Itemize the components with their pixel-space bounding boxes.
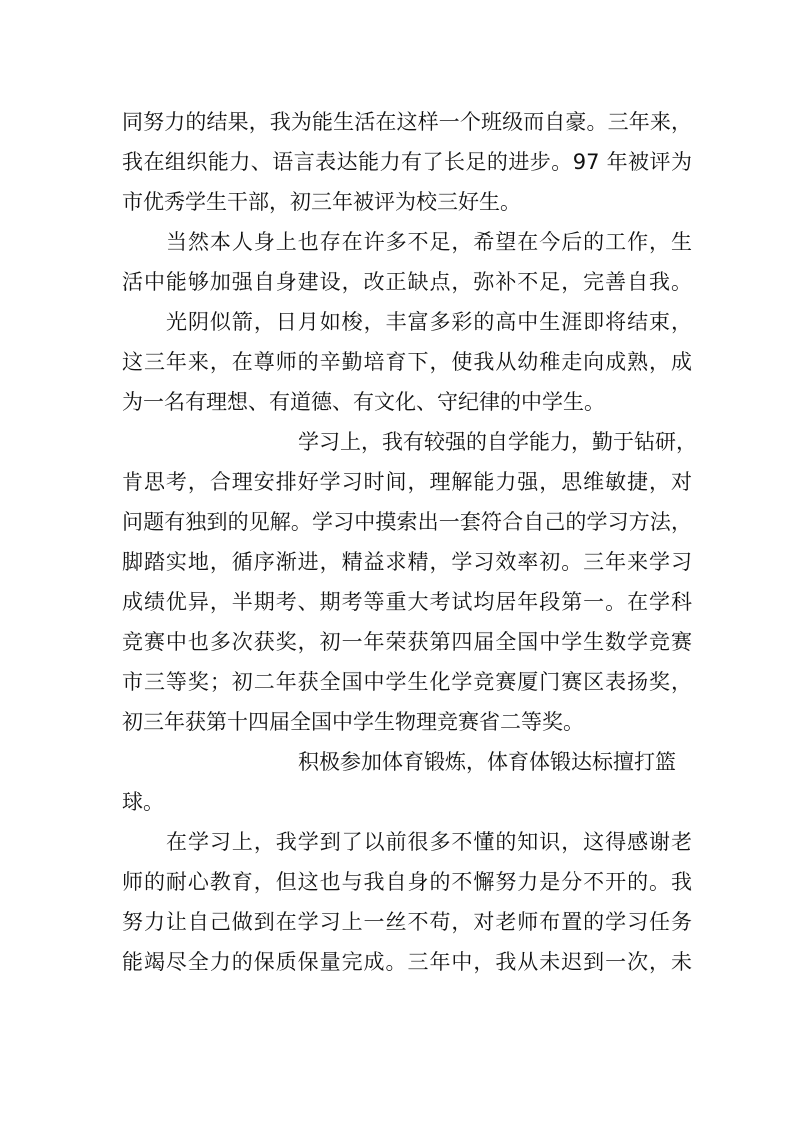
text-line-17: 积极参加体育锻炼，体育体锻达标擅打篮 <box>298 750 676 774</box>
text-line-7: 这三年来，在尊师的辛勤培育下，使我从幼稚走向成熟，成 <box>122 350 692 374</box>
text-line-20: 师的耐心教育，但这也与我自身的不懈努力是分不开的。我 <box>122 870 692 894</box>
text-line-13: 成绩优异，半期考、期考等重大考试均居年段第一。在学科 <box>122 590 692 614</box>
text-line-11: 问题有独到的见解。学习中摸索出一套符合自己的学习方法， <box>122 510 692 534</box>
text-line-16: 初三年获第十四届全国中学生物理竞赛省二等奖。 <box>122 710 584 734</box>
text-line-15: 市三等奖；初二年获全国中学生化学竞赛厦门赛区表扬奖， <box>122 670 692 694</box>
text-line-12: 脚踏实地，循序渐进，精益求精，学习效率初。三年来学习 <box>122 550 692 574</box>
text-line-10: 肯思考，合理安排好学习时间，理解能力强，思维敏捷，对 <box>122 470 692 494</box>
text-line-2: 我在组织能力、语言表达能力有了长足的进步。97 年被评为 <box>122 150 692 174</box>
text-line-4: 当然本人身上也存在许多不足，希望在今后的工作，生 <box>166 230 692 254</box>
text-line-18: 球。 <box>122 790 164 814</box>
text-line-3: 市优秀学生干部，初三年被评为校三好生。 <box>122 190 521 214</box>
text-line-8: 为一名有理想、有道德、有文化、守纪律的中学生。 <box>122 390 605 414</box>
text-line-6: 光阴似箭，日月如梭，丰富多彩的高中生涯即将结束， <box>166 310 692 334</box>
text-line-19: 在学习上，我学到了以前很多不懂的知识，这得感谢老 <box>166 830 692 854</box>
text-line-1: 同努力的结果，我为能生活在这样一个班级而自豪。三年来， <box>122 110 692 134</box>
text-line-14: 竞赛中也多次获奖，初一年荣获第四届全国中学生数学竞赛 <box>122 630 692 654</box>
text-line-9: 学习上，我有较强的自学能力，勤于钻研， <box>298 430 697 454</box>
text-line-22: 能竭尽全力的保质保量完成。三年中，我从未迟到一次，未 <box>122 950 692 974</box>
text-line-5: 活中能够加强自身建设，改正缺点，弥补不足，完善自我。 <box>122 270 692 294</box>
text-line-21: 努力让自己做到在学习上一丝不苟，对老师布置的学习任务 <box>122 910 692 934</box>
